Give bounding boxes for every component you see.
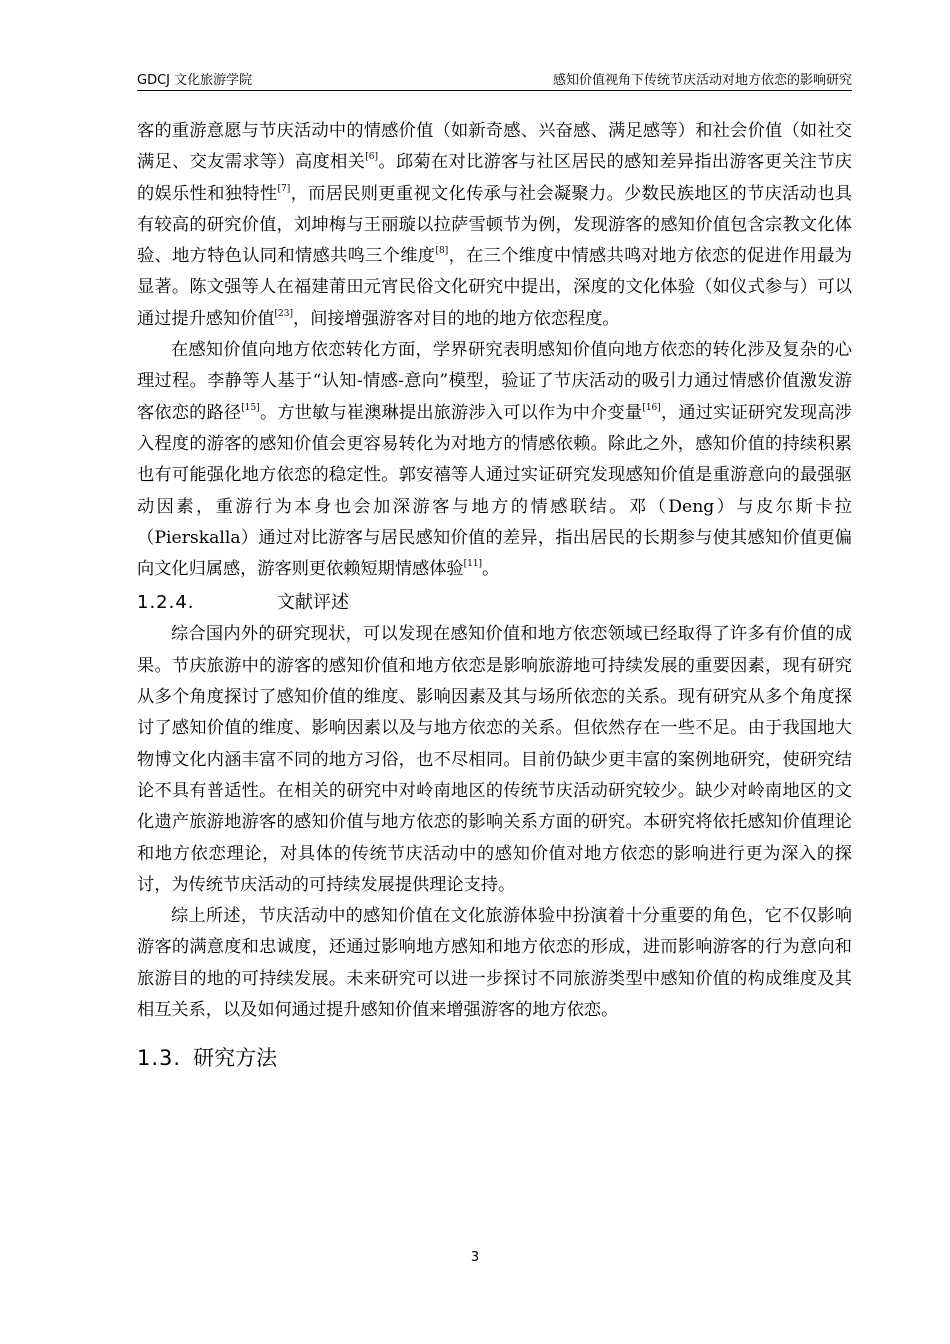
section-heading-1-3: [137, 1038, 852, 1078]
page-body: [137, 116, 852, 1078]
paragraph-continued: [137, 116, 852, 335]
paragraph-text: ，而居民则更重视文化传承与社会凝聚力。少数民族地区的节庆活动也具有较高的研究价值，刘坤梅与王丽璇以拉萨雪顿节为例，发现游客的感知价值包含宗教文化体验、地方特色认同和情感共鸣三个维度: [137, 183, 852, 267]
header-thesis-title: 感知价值视角下传统节庆活动对地方依恋的影响研究: [552, 73, 852, 88]
header-institution: GDCJ 文化旅游学院: [137, 73, 253, 88]
citation-ref: [7]: [277, 183, 291, 194]
citation-ref: [16]: [642, 402, 661, 413]
paragraph-text: 客的重游意愿与节庆活动中的情感价值（如新奇感、兴奋感、满足感等）和社会价值（如社交满足、交友需求等）高度相关: [137, 121, 852, 173]
section-heading-1-2-4: [137, 587, 852, 619]
section-title: 文献评述: [277, 592, 349, 614]
paragraph-text: ，在三个维度中情感共鸣对地方依恋的促进作用最为显著。陈文强等人在福建莆田元宵民俗文化研究中提出，深度的文化体验（如仪式参与）可以通过提升感知价值: [137, 246, 852, 329]
paragraph-text: ，间接增强游客对目的地的地方依恋程度。: [293, 308, 620, 329]
paragraph-text: 在感知价值向地方依恋转化方面，学界研究表明感知价值向地方依恋的转化涉及复杂的心理过程。李静等人基于“认知-情感-意向”模型，验证了节庆活动的吸引力通过情感价值激发游客依恋的路径: [137, 340, 852, 423]
paragraph-literature-review: 综合国内外的研究现状，可以发现在感知价值和地方依恋领域已经取得了许多有价值的成果。节庆旅游中的游客的感知价值和地方依恋是影响旅游地可持续发展的重要因素，现有研究从多个角度探讨了感知价值的维度、影响因素及其与场所依恋的关系。现有研究从多个角度探讨了感知价值的维度、影响因素以及与地方依恋的关系。但依然存在一些不足。由于我国地大物博文化内涵丰富不同的地方习俗，也不尽相同。目前仍缺少更丰富的案例地研究，使研究结论不具有普适性。在相关的研究中对岭南地区的传统节庆活动研究较少。缺少对岭南地区的文化遗产旅游地游客的感知价值与地方依恋的影响关系方面的研究。本研究将依托感知价值理论和地方依恋理论，对具体的传统节庆活动中的感知价值对地方依恋的影响进行更为深入的探讨，为传统节庆活动的可持续发展提供理论支持。: [137, 624, 852, 895]
paragraph-transformation: [137, 335, 852, 585]
running-header: [137, 66, 852, 88]
paragraph-text: 。方世敏与崔澳琳提出旅游涉入可以作为中介变量: [259, 402, 643, 423]
citation-ref: [15]: [241, 402, 260, 413]
paragraph-text: 。: [482, 559, 500, 580]
paragraph-summary: 综上所述，节庆活动中的感知价值在文化旅游体验中扮演着十分重要的角色，它不仅影响游客的满意度和忠诚度，还通过影响地方感知和地方依恋的形成，进而影响游客的行为意向和旅游目的地的可持续发展。未来研究可以进一步探讨不同旅游类型中感知价值的构成维度及其相互关系，以及如何通过提升感知价值来增强游客的地方依恋。: [137, 906, 852, 1021]
section-number: 1.3.: [137, 1046, 182, 1071]
citation-ref: [6]: [365, 152, 378, 163]
citation-ref: [23]: [274, 308, 293, 319]
section-number: 1.2.4.: [137, 592, 195, 614]
citation-ref: [8]: [435, 246, 449, 257]
header-divider: [137, 90, 852, 91]
page-number: 3: [470, 1250, 480, 1265]
paragraph-text: ，通过实证研究发现高涉入程度的游客的感知价值会更容易转化为对地方的情感依赖。除此之外，感知价值的持续积累也有可能强化地方依恋的稳定性。郭安禧等人通过实证研究发现感知价值是重游意向的最强驱动因素，重游行为本身也会加深游客与地方的情感联结。邓（Deng）与皮尔斯卡拉（Pierskalla）通过对比游客与居民感知价值的差异，指出居民的长期参与使其感知价值更偏向文化归属感，游客则更依赖短期情感体验: [137, 402, 852, 580]
paragraph-text: 。邱菊在对比游客与社区居民的感知差异指出游客更关注节庆的娱乐性和独特性: [137, 152, 852, 204]
section-title: 研究方法: [193, 1046, 278, 1071]
citation-ref: [11]: [463, 559, 483, 570]
